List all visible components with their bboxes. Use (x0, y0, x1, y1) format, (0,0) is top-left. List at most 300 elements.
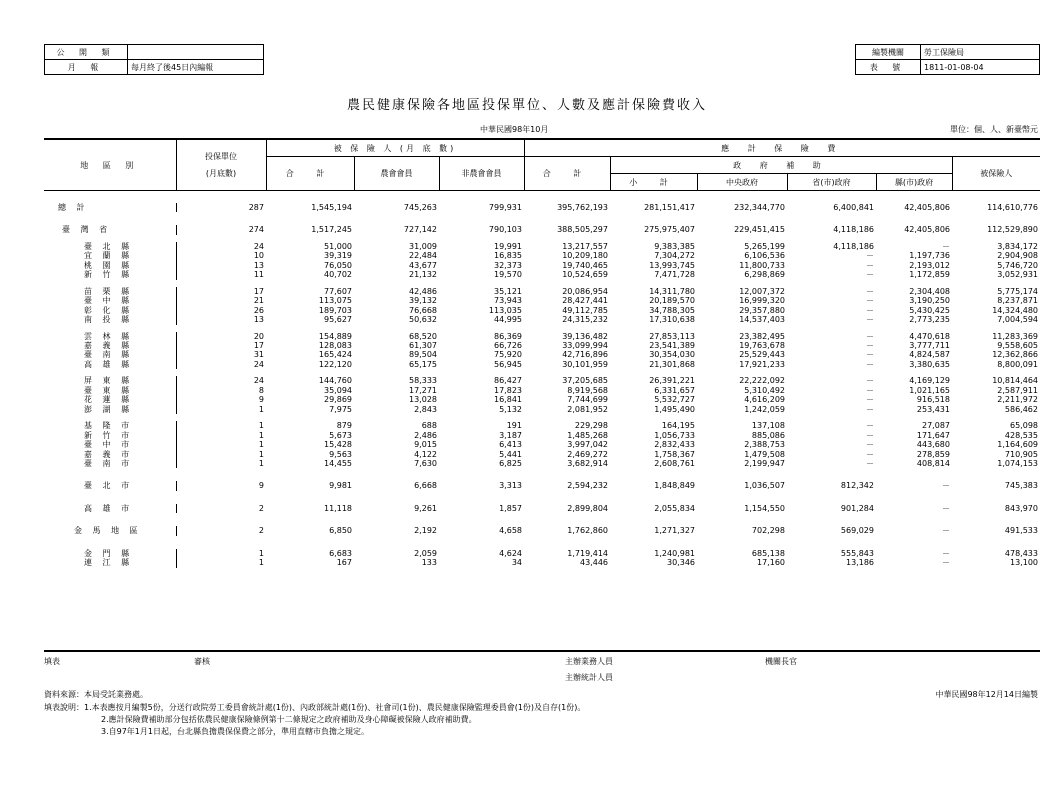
cell-value: 14,311,780 (649, 286, 695, 296)
header-gov-subtotal: 小 計 (610, 174, 697, 191)
cell-value: 727,142 (403, 225, 437, 235)
signoff-reviewer: 審核 (194, 657, 210, 666)
cell-value: 4,470,618 (909, 331, 950, 341)
header-units (176, 139, 266, 191)
cell-value: 42,405,806 (904, 225, 950, 235)
cell-value: 2,843 (414, 404, 437, 414)
cell-value: 171,647 (916, 430, 950, 440)
cell-value: 167 (336, 558, 352, 568)
cell-value: 2 (176, 504, 266, 513)
cell-value: 43,677 (409, 260, 437, 270)
cell-value: － (942, 558, 950, 568)
region-name: 臺 南 市 (84, 458, 134, 468)
cell-value: 26,391,221 (649, 376, 695, 386)
header-insured-member: 農會會員 (354, 157, 439, 191)
cell-value: 25,529,443 (739, 350, 785, 360)
cell-value: 39,132 (409, 296, 437, 306)
cell-value: － (866, 440, 874, 450)
cell-value: 1 (176, 459, 266, 468)
region-name: 基 隆 市 (84, 421, 134, 431)
cell-value: 275,975,407 (644, 225, 695, 235)
cell-value: 3,052,931 (997, 270, 1038, 280)
cell-value: 11,118 (324, 503, 352, 513)
cell-value: 6,400,841 (833, 203, 874, 212)
cell-value: 191 (506, 421, 522, 431)
cell-value: 17 (176, 287, 266, 296)
cell-value: 56,945 (494, 359, 522, 369)
region-name: 總 計 (58, 203, 89, 212)
cell-value: 14,455 (324, 458, 352, 468)
cell-value: － (942, 503, 950, 513)
cell-value: 6,298,869 (744, 270, 785, 280)
cell-value: 4,169,129 (909, 376, 950, 386)
cell-value: － (866, 350, 874, 360)
cell-value: 26 (176, 306, 266, 315)
cell-value: 232,344,770 (734, 203, 785, 212)
cell-value: 17 (176, 341, 266, 350)
cell-value: 4,624 (499, 548, 522, 558)
cell-value: 6,850 (329, 526, 352, 536)
cell-value: 122,120 (318, 359, 352, 369)
cell-value: 154,889 (318, 331, 352, 341)
cell-value: 58,333 (409, 376, 437, 386)
signoff-stats-head: 主辦統計人員 (565, 673, 613, 682)
cell-value: 8,919,568 (567, 385, 608, 395)
meta-left-box (44, 44, 264, 75)
cell-value: 9,261 (414, 503, 437, 513)
cell-value: 10,814,464 (992, 376, 1038, 386)
cell-value: 113,075 (318, 296, 352, 306)
cell-value: 11,800,733 (739, 260, 785, 270)
note-1: 填表說明：1.本表應按月編製5份，分送行政院勞工委員會統計處(1份)、內政部統計處(1份)、社會司(1份)、農民健康保險監理委員會(1份)及自存(1份)。 (44, 703, 586, 712)
region-name: 臺 北 市 (84, 481, 134, 491)
header-units-line1: 投保單位 (205, 152, 237, 161)
cell-value: 6,413 (499, 440, 522, 450)
cell-value: 17,921,233 (739, 359, 785, 369)
cell-value: 9 (176, 395, 266, 404)
cell-value: － (866, 449, 874, 459)
cell-value: 2,587,911 (997, 385, 1038, 395)
cell-value: 569,029 (840, 526, 874, 536)
page-title: 農民健康保險各地區投保單位、人數及應計保險費收入 (346, 98, 707, 113)
cell-value: 34 (511, 558, 522, 568)
cell-value: 9 (176, 481, 266, 490)
cell-value: 5,746,720 (997, 260, 1038, 270)
table-row (44, 332, 1040, 341)
region-name: 金 門 縣 (84, 548, 134, 558)
cell-value: 812,342 (840, 481, 874, 491)
cell-value: 66,726 (494, 340, 522, 350)
cell-value: 685,138 (751, 548, 785, 558)
cell-value: 13,217,557 (562, 241, 608, 251)
cell-value: － (866, 385, 874, 395)
cell-value: 586,462 (1004, 404, 1038, 414)
meta-value: 1811-01-08-04 (921, 60, 1040, 75)
region-name: 新 竹 縣 (84, 270, 134, 280)
cell-value: 2,469,272 (567, 449, 608, 459)
region-name: 屏 東 縣 (84, 376, 134, 386)
cell-value: 65,175 (409, 359, 437, 369)
cell-value: 24 (176, 242, 266, 251)
cell-value: 7,304,272 (654, 251, 695, 261)
region-name: 桃 園 縣 (84, 260, 134, 270)
cell-value: 4,658 (499, 526, 522, 536)
table-row (44, 549, 1040, 558)
cell-value: 6,683 (329, 548, 352, 558)
cell-value: 1,056,733 (654, 430, 695, 440)
cell-value: 2,486 (414, 430, 437, 440)
table-row (44, 386, 1040, 395)
cell-value: 16,841 (494, 395, 522, 405)
cell-value: 5,673 (329, 430, 352, 440)
cell-value: 5,132 (499, 404, 522, 414)
cell-value: 5,430,425 (909, 305, 950, 315)
cell-value: 1,758,367 (654, 449, 695, 459)
cell-value: 7,744,699 (567, 395, 608, 405)
cell-value: － (866, 404, 874, 414)
cell-value: 278,859 (916, 449, 950, 459)
table-row (44, 287, 1040, 296)
cell-value: 24 (176, 360, 266, 369)
meta-label: 編製機關 (856, 45, 921, 60)
cell-value: 7,471,728 (654, 270, 695, 280)
cell-value: 916,518 (916, 395, 950, 405)
cell-value: 688 (421, 421, 437, 431)
cell-value: 4,118,186 (833, 241, 874, 251)
cell-value: － (866, 421, 874, 431)
cell-value: 1,517,245 (311, 225, 352, 235)
cell-value: － (866, 430, 874, 440)
cell-value: 40,702 (324, 270, 352, 280)
cell-value: 3,380,635 (909, 359, 950, 369)
region-name: 彰 化 縣 (84, 305, 134, 315)
cell-value: 19,991 (494, 241, 522, 251)
cell-value: 1 (176, 450, 266, 459)
cell-value: 879 (336, 421, 352, 431)
table-row (44, 261, 1040, 270)
cell-value: 28,427,441 (562, 296, 608, 306)
cell-value: 2,199,947 (744, 458, 785, 468)
cell-value: 3,834,172 (997, 241, 1038, 251)
cell-value: 13 (176, 261, 266, 270)
cell-value: 39,136,482 (562, 331, 608, 341)
cell-value: 4,616,209 (744, 395, 785, 405)
cell-value: 29,357,880 (739, 305, 785, 315)
cell-value: 2,904,908 (997, 251, 1038, 261)
cell-value: － (866, 270, 874, 280)
group-spacer (44, 369, 1040, 376)
header-region: 地 區 別 (44, 139, 176, 191)
meta-value (128, 45, 264, 60)
cell-value: 1 (176, 558, 266, 567)
table-row (44, 225, 1040, 234)
cell-value: 133 (421, 558, 437, 568)
unit-label: 單位：個、人、新臺幣元 (950, 125, 1038, 134)
table-row (44, 431, 1040, 440)
cell-value: 13,028 (409, 395, 437, 405)
cell-value: 1 (176, 405, 266, 414)
note-source: 資料來源：本局受託業務處。 (44, 690, 148, 699)
header-insured-total: 合 計 (266, 157, 354, 191)
cell-value: － (866, 296, 874, 306)
region-name: 苗 栗 縣 (84, 286, 134, 296)
cell-value: 27,087 (922, 421, 950, 431)
cell-value: 31 (176, 350, 266, 359)
region-name: 雲 林 縣 (84, 331, 134, 341)
region-name: 高 雄 縣 (84, 359, 134, 369)
cell-value: － (866, 305, 874, 315)
cell-value: 8 (176, 386, 266, 395)
cell-value: 8,237,871 (997, 296, 1038, 306)
region-name: 高 雄 市 (84, 503, 134, 513)
cell-value: 1,479,508 (744, 449, 785, 459)
table-row (44, 350, 1040, 359)
cell-value: 35,121 (494, 286, 522, 296)
cell-value: 2,192 (414, 526, 437, 536)
cell-value: 6,825 (499, 458, 522, 468)
cell-value: 51,000 (324, 241, 352, 251)
region-name: 臺 北 縣 (84, 241, 134, 251)
table-row (44, 376, 1040, 385)
region-name: 嘉 義 縣 (84, 340, 134, 350)
cell-value: 29,869 (324, 395, 352, 405)
cell-value: 21,132 (409, 270, 437, 280)
cell-value: 43,446 (580, 558, 608, 568)
cell-value: 15,428 (324, 440, 352, 450)
signoff-business-head: 主辦業務人員 (565, 657, 613, 666)
table-row (44, 242, 1040, 251)
region-name: 新 竹 市 (84, 430, 134, 440)
table-row (44, 558, 1040, 567)
table-row (44, 341, 1040, 350)
cell-value: － (866, 359, 874, 369)
cell-value: 32,373 (494, 260, 522, 270)
cell-value: 6,668 (414, 481, 437, 491)
header-gov-central: 中央政府 (697, 174, 787, 191)
table-row (44, 306, 1040, 315)
cell-value: 1,172,859 (909, 270, 950, 280)
table-header (44, 138, 1040, 191)
cell-value: 22,222,092 (739, 376, 785, 386)
signoff-agency-head: 機關長官 (765, 657, 797, 666)
cell-value: 14,537,403 (739, 315, 785, 325)
region-name: 花 蓮 縣 (84, 395, 134, 405)
note-2: 2.應計保險費補助部分包括依農民健康保險條例第十二條規定之政府補助及身心障礙被保險人政府補助費。 (101, 715, 477, 724)
cell-value: 8,800,091 (997, 359, 1038, 369)
cell-value: 1,154,550 (744, 503, 785, 513)
cell-value: 745,383 (1004, 481, 1038, 491)
cell-value: 128,083 (318, 340, 352, 350)
cell-value: 17,823 (494, 385, 522, 395)
cell-value: 14,324,480 (992, 305, 1038, 315)
cell-value: 10 (176, 251, 266, 260)
cell-value: 1,242,059 (744, 404, 785, 414)
region-name: 金 馬 地 區 (74, 526, 142, 536)
cell-value: 1 (176, 440, 266, 449)
cell-value: 9,981 (329, 481, 352, 491)
cell-value: 189,703 (318, 305, 352, 315)
cell-value: 19,740,465 (562, 260, 608, 270)
cell-value: 20 (176, 332, 266, 341)
cell-value: 2,608,761 (654, 458, 695, 468)
cell-value: 86,369 (494, 331, 522, 341)
cell-value: － (942, 241, 950, 251)
cell-value: 1,036,507 (744, 481, 785, 491)
cell-value: 13,186 (846, 558, 874, 568)
cell-value: 137,108 (751, 421, 785, 431)
cell-value: 555,843 (840, 548, 874, 558)
region-name: 臺 灣 省 (62, 225, 112, 235)
cell-value: 2,211,972 (997, 395, 1038, 405)
cell-value: 478,433 (1004, 548, 1038, 558)
cell-value: 901,284 (840, 503, 874, 513)
region-name: 南 投 縣 (84, 315, 134, 325)
cell-value: 10,524,659 (562, 270, 608, 280)
cell-value: 77,607 (324, 286, 352, 296)
cell-value: 428,535 (1004, 430, 1038, 440)
table-bottom-rule (44, 650, 1040, 652)
cell-value: 42,486 (409, 286, 437, 296)
cell-value: 9,383,385 (654, 241, 695, 251)
cell-value: 114,610,776 (987, 203, 1038, 212)
header-insured-person: 被保險人 (952, 157, 1040, 191)
table-row (44, 421, 1040, 430)
cell-value: 1,240,981 (654, 548, 695, 558)
cell-value: 42,405,806 (904, 203, 950, 212)
region-name: 臺 中 縣 (84, 296, 134, 306)
cell-value: 2,304,408 (909, 286, 950, 296)
cell-value: 4,118,186 (833, 225, 874, 235)
cell-value: 35,094 (324, 385, 352, 395)
cell-value: 1 (176, 431, 266, 440)
cell-value: 1,719,414 (567, 548, 608, 558)
cell-value: 1,485,268 (567, 430, 608, 440)
cell-value: 19,570 (494, 270, 522, 280)
cell-value: 113,035 (488, 305, 522, 315)
cell-value: 144,760 (318, 376, 352, 386)
cell-value: 30,346 (667, 558, 695, 568)
table-row (44, 395, 1040, 404)
cell-value: 61,307 (409, 340, 437, 350)
cell-value: － (942, 526, 950, 536)
cell-value: 27,853,113 (649, 331, 695, 341)
header-gov-province: 省(市)政府 (787, 174, 876, 191)
cell-value: 6,331,657 (654, 385, 695, 395)
cell-value: － (942, 548, 950, 558)
cell-value: 274 (176, 225, 266, 234)
cell-value: 799,931 (488, 203, 522, 212)
cell-value: 68,520 (409, 331, 437, 341)
cell-value: － (942, 481, 950, 491)
cell-value: 50,632 (409, 315, 437, 325)
cell-value: 30,354,030 (649, 350, 695, 360)
header-gov-subsidy: 政 府 補 助 (610, 157, 952, 174)
cell-value: 388,505,297 (557, 225, 608, 235)
cell-value: 34,788,305 (649, 305, 695, 315)
cell-value: 5,441 (499, 449, 522, 459)
cell-value: 75,920 (494, 350, 522, 360)
table-row (44, 251, 1040, 260)
cell-value: 11 (176, 270, 266, 279)
cell-value: 7,975 (329, 404, 352, 414)
group-spacer (44, 513, 1040, 526)
cell-value: 3,313 (499, 481, 522, 491)
meta-right-box (855, 44, 1040, 75)
cell-value: 1,271,327 (654, 526, 695, 536)
cell-value: 16,835 (494, 251, 522, 261)
cell-value: 164,195 (661, 421, 695, 431)
report-period: 中華民國98年10月 (480, 125, 549, 134)
cell-value: 2,055,834 (654, 503, 695, 513)
region-name: 澎 湖 縣 (84, 404, 134, 414)
cell-value: 21 (176, 296, 266, 305)
signoff-maker: 填表 (44, 657, 60, 666)
cell-value: 885,086 (751, 430, 785, 440)
region-name: 臺 中 市 (84, 440, 134, 450)
cell-value: 16,999,320 (739, 296, 785, 306)
table-row (44, 405, 1040, 414)
cell-value: － (866, 340, 874, 350)
group-spacer (44, 536, 1040, 549)
data-table (44, 203, 1040, 568)
cell-value: 165,424 (318, 350, 352, 360)
cell-value: 23,382,495 (739, 331, 785, 341)
cell-value: － (866, 260, 874, 270)
cell-value: 17,310,638 (649, 315, 695, 325)
meta-value: 勞工保險局 (921, 45, 1040, 60)
cell-value: 95,627 (324, 315, 352, 325)
cell-value: 24,315,232 (562, 315, 608, 325)
cell-value: 2,059 (414, 548, 437, 558)
table-row (44, 315, 1040, 324)
cell-value: 1,848,849 (654, 481, 695, 491)
cell-value: 13,100 (1010, 558, 1038, 568)
cell-value: 2,081,952 (567, 404, 608, 414)
header-gov-county: 縣(市)政府 (876, 174, 952, 191)
table-row (44, 450, 1040, 459)
cell-value: 1,074,153 (997, 458, 1038, 468)
cell-value: 24 (176, 376, 266, 385)
cell-value: 2,832,433 (654, 440, 695, 450)
note-3: 3.自97年1月1日起，台北縣負擔農保保費之部分，準用直轄市負擔之規定。 (101, 727, 369, 736)
table-row (44, 481, 1040, 490)
cell-value: 23,541,389 (649, 340, 695, 350)
cell-value: 1,857 (499, 503, 522, 513)
cell-value: － (866, 395, 874, 405)
cell-value: 5,310,492 (744, 385, 785, 395)
group-spacer (44, 414, 1040, 421)
cell-value: 2,773,235 (909, 315, 950, 325)
table-row (44, 459, 1040, 468)
cell-value: 37,205,685 (562, 376, 608, 386)
cell-value: 408,814 (916, 458, 950, 468)
cell-value: 112,529,890 (987, 225, 1038, 235)
cell-value: 11,283,369 (992, 331, 1038, 341)
region-name: 臺 南 縣 (84, 350, 134, 360)
cell-value: 253,431 (916, 404, 950, 414)
cell-value: 1,164,609 (997, 440, 1038, 450)
cell-value: 790,103 (488, 225, 522, 235)
cell-value: 1,495,490 (654, 404, 695, 414)
cell-value: 7,630 (414, 458, 437, 468)
cell-value: 287 (176, 203, 266, 212)
group-spacer (44, 280, 1040, 287)
cell-value: 13,993,745 (649, 260, 695, 270)
cell-value: 89,504 (409, 350, 437, 360)
table-row (44, 296, 1040, 305)
table-row (44, 270, 1040, 279)
cell-value: 17,160 (757, 558, 785, 568)
